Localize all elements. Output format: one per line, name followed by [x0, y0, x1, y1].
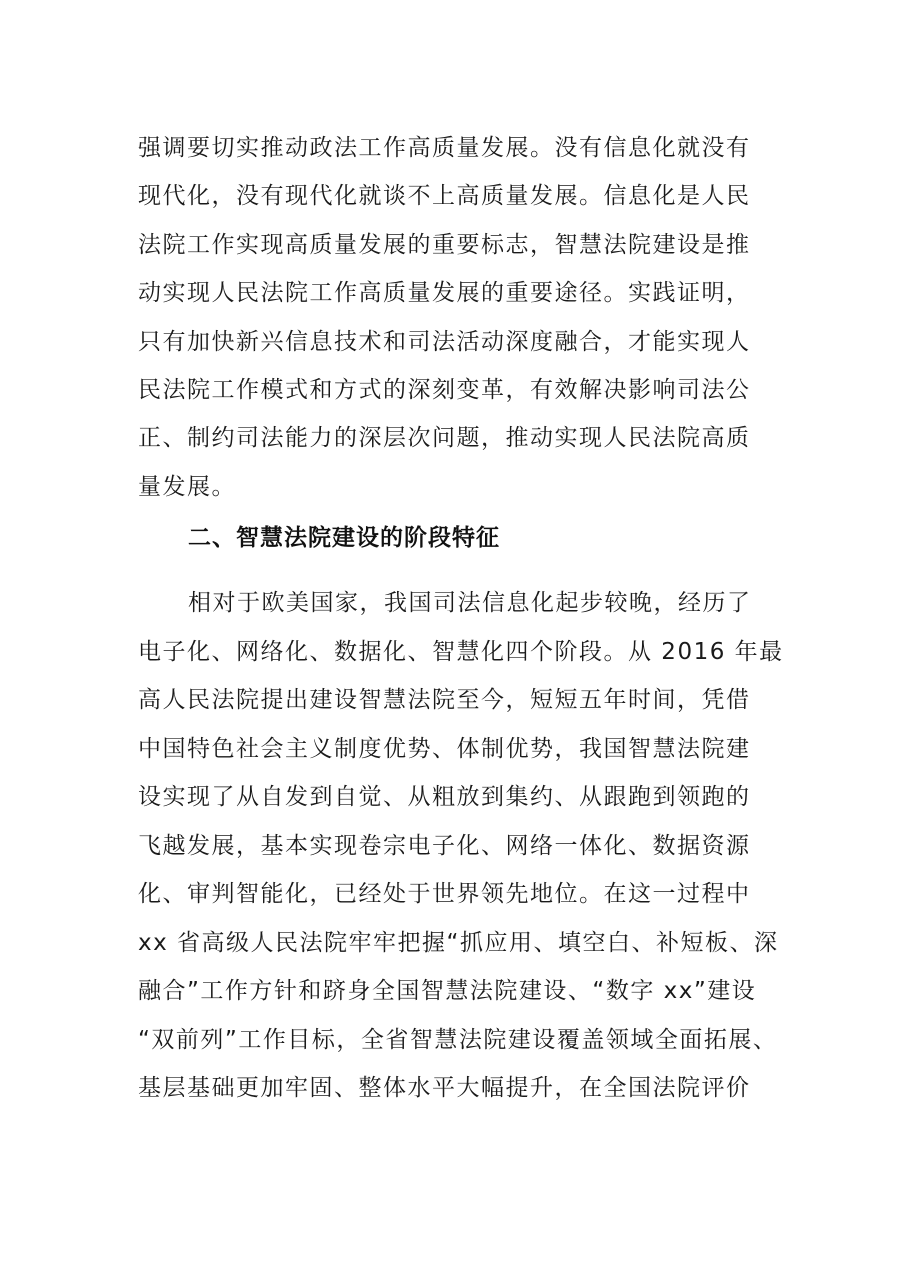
paragraph-line: 现代化，没有现代化就谈不上高质量发展。信息化是人民 — [138, 183, 751, 210]
paragraph-line: 中国特色社会主义制度优势、体制优势，我国智慧法院建 — [138, 735, 751, 762]
paragraph-line: 法院工作实现高质量发展的重要标志，智慧法院建设是推 — [138, 231, 751, 258]
paragraph-2 — [138, 579, 784, 1113]
paragraph-line: 相对于欧美国家，我国司法信息化起步较晚，经历了 — [188, 590, 752, 616]
paragraph-line: 正、制约司法能力的深层次问题，推动实现人民法院高质 — [138, 425, 751, 452]
paragraph-line: 电子化、网络化、数据化、智慧化四个阶段。从 2016 年最 — [138, 638, 784, 665]
paragraph-line: xx 省高级人民法院牢牢把握“抓应用、填空白、补短板、深 — [138, 929, 779, 956]
section-heading: 二、智慧法院建设的阶段特征 — [188, 525, 500, 551]
paragraph-line: 民法院工作模式和方式的深刻变革，有效解决影响司法公 — [138, 377, 751, 404]
paragraph-line: 化、审判智能化，已经处于世界领先地位。在这一过程中 — [138, 881, 751, 907]
paragraph-line: 高人民法院提出建设智慧法院至今，短短五年时间，凭借 — [138, 687, 751, 713]
paragraph-1 — [138, 124, 778, 511]
paragraph-line: 只有加快新兴信息技术和司法活动深度融合，才能实现人 — [138, 328, 751, 355]
paragraph-line: 设实现了从自发到自觉、从粗放到集约、从跟跑到领跑的 — [138, 784, 751, 810]
paragraph-line: 量发展。 — [138, 473, 236, 500]
paragraph-line: 动实现人民法院工作高质量发展的重要途径。实践证明， — [138, 280, 751, 307]
paragraph-line: “双前列”工作目标，全省智慧法院建设覆盖领域全面拓展、 — [138, 1026, 778, 1053]
paragraph-line: 基层基础更加牢固、整体水平大幅提升，在全国法院评价 — [138, 1075, 751, 1101]
paragraph-line: 强调要切实推动政法工作高质量发展。没有信息化就没有 — [138, 135, 751, 161]
paragraph-line: 飞越发展，基本实现卷宗电子化、网络一体化、数据资源 — [138, 832, 751, 859]
paragraph-line: 融合”工作方针和跻身全国智慧法院建设、“数字 xx”建设 — [138, 978, 757, 1004]
